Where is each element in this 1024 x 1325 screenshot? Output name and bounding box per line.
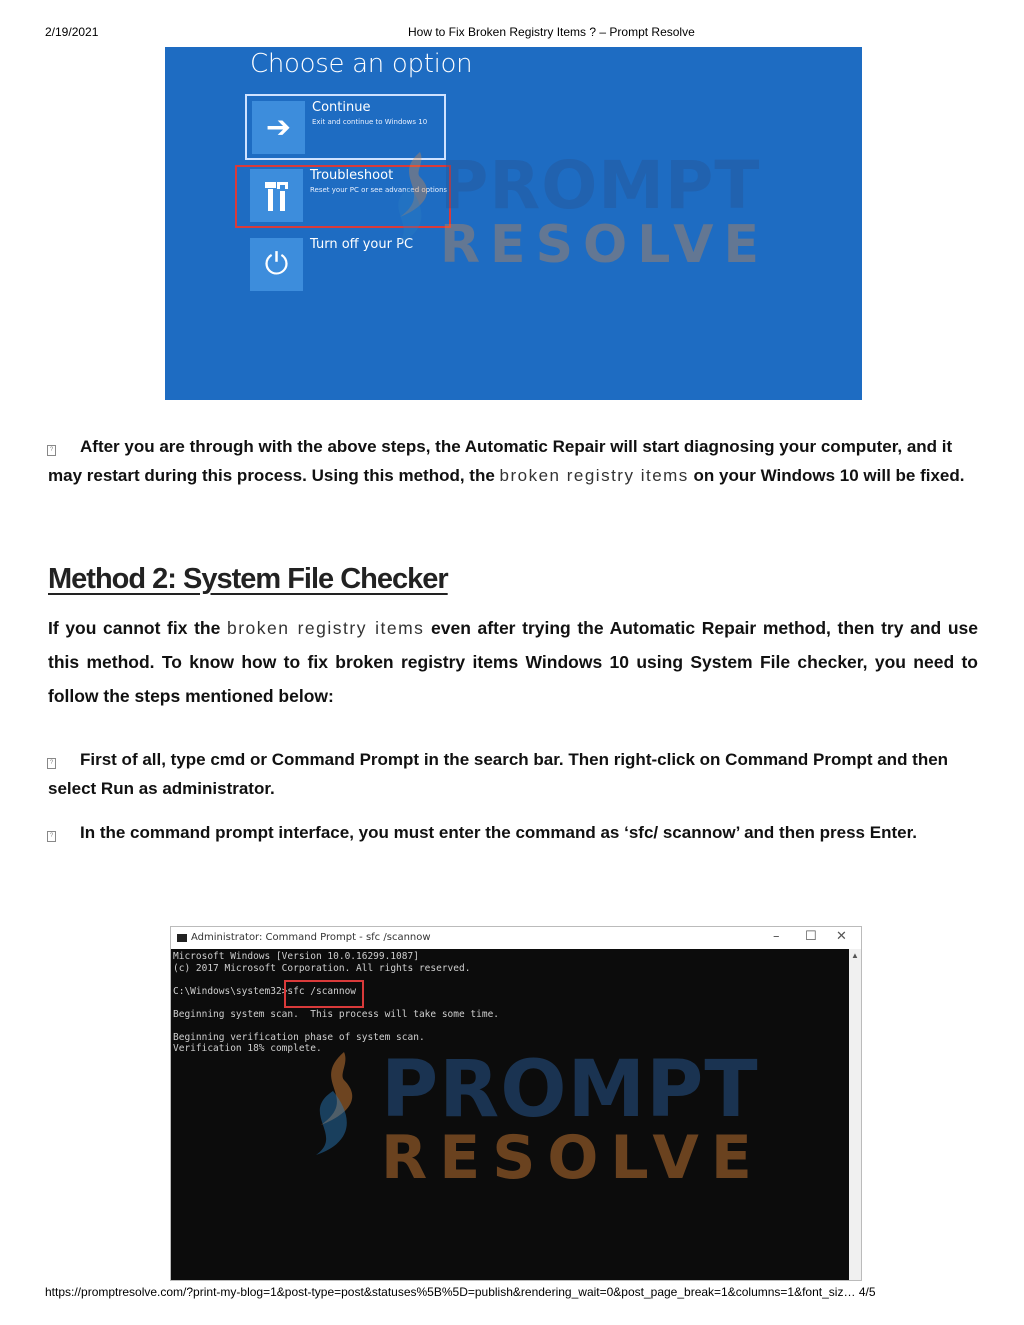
bullet-paragraph-3 [48,818,978,847]
console-line: (c) 2017 Microsoft Corporation. All rights reserved. [173,962,471,974]
bullet-icon: ? [47,831,56,842]
bullet-3-text: In the command prompt interface, you must enter the command as ‘sfc/ scannow’ and then press Enter. [80,823,917,842]
bullet-1-text-a: After you are through with the above steps, the Automatic Repair will start diagnosing your computer, and it may restart during this process. Using this method, the [48,437,953,485]
console-line: Microsoft Windows [Version 10.0.16299.1087] [173,951,419,962]
cmd-scrollbar [849,949,861,1280]
bullet-icon: ? [47,445,56,456]
watermark-prompt: PROMPT [440,147,761,224]
command-prompt-screenshot [170,926,862,1281]
print-page-title: How to Fix Broken Registry Items ? – Prompt Resolve [408,25,695,39]
cmd-titlebar [171,927,861,949]
print-url [45,1285,876,1299]
broken-registry-link-2[interactable]: broken registry items [226,618,425,638]
bullet-1-text-b: on your Windows 10 will be fixed. [688,466,965,485]
recovery-screenshot [165,47,862,400]
bullet-paragraph-2 [48,745,978,803]
close-icon: ✕ [836,929,847,944]
continue-title: Continue [312,100,371,115]
watermark-resolve: RESOLVE [440,215,769,275]
intro-paragraph [48,611,978,713]
method-heading: Method 2: System File Checker [48,563,448,595]
page-number: 4/5 [858,1285,876,1299]
console-line [173,1020,499,1032]
watermark-prompt: PROMPT [381,1045,759,1135]
maximize-icon: ☐ [805,929,817,944]
power-icon: ⏻ [250,238,303,291]
intro-text-a: If you cannot fix the [48,618,227,638]
watermark-logo-icon [299,1047,379,1157]
print-date: 2/19/2021 [45,25,99,39]
cmd-window-title: Administrator: Command Prompt - sfc /scannow [191,932,431,943]
console-line: Beginning system scan. This process will take some time. [173,1008,500,1020]
bullet-paragraph-1 [48,432,978,490]
print-url-text: https://promptresolve.com/?print-my-blog=1&post-type=post&statuses%5B%5D=publish&rendering_wait=0&post_page_break=1&columns=1&font_siz… [45,1285,856,1299]
turn-off-title: Turn off your PC [310,237,414,252]
console-line: C:\Windows\system32>sfc /scannow [173,985,357,997]
minimize-icon: – [773,929,780,944]
continue-subtitle: Exit and continue to Windows 10 [312,118,428,126]
troubleshoot-highlight [235,165,451,228]
console-line: Beginning verification phase of system scan. [173,1031,425,1043]
sfc-command-highlight [284,980,364,1008]
cmd-window-icon [177,934,187,942]
troubleshoot-subtitle: Reset your PC or see advanced options [310,186,448,194]
broken-registry-link-1[interactable]: broken registry items [499,466,689,485]
bullet-icon: ? [47,758,56,769]
scroll-up-icon: ▲ [851,951,859,960]
continue-option [245,94,446,160]
watermark-resolve: RESOLVE [381,1123,764,1193]
console-line: Verification 18% complete. [173,1043,322,1054]
troubleshoot-title: Troubleshoot [310,168,394,183]
arrow-right-icon: ➔ [252,101,305,154]
turn-off-option [245,233,445,295]
recovery-heading: Choose an option [250,49,473,79]
bullet-2-text: First of all, type cmd or Command Prompt in the search bar. Then right-click on Command Prompt and then select Run as administrator. [48,750,949,798]
intro-text-b: even after trying the Automatic Repair method, then try and use this method. To know how to fix broken registry items Windows 10 using System File checker, you need to follow the steps mentioned below: [48,618,978,706]
